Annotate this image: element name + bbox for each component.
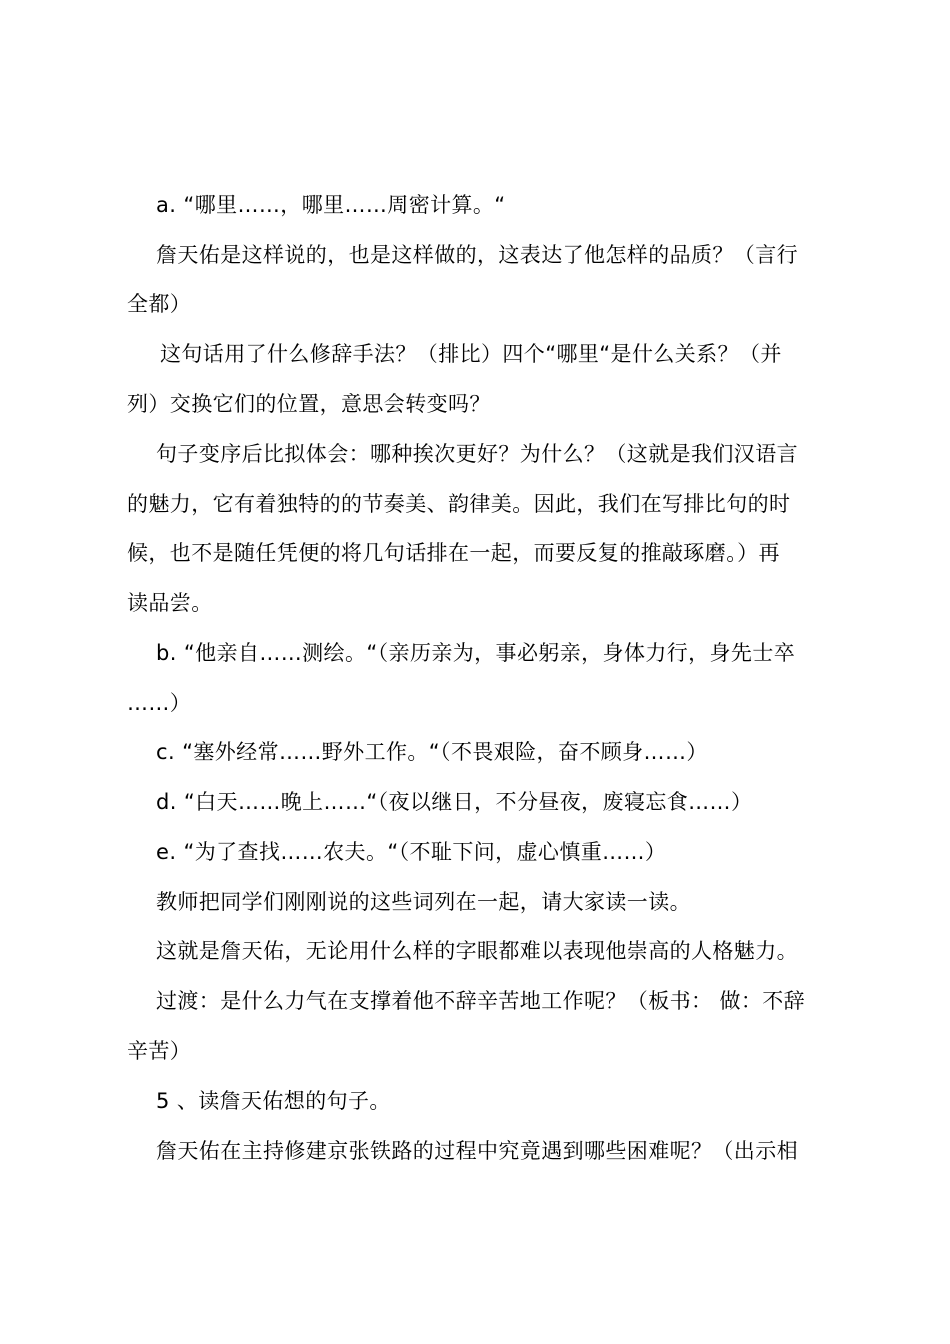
text-line-15: 教师把同学们刚刚说的这些词列在一起，请大家读一读。	[156, 890, 691, 914]
text-line-9: 读品尝。	[127, 591, 213, 615]
text-line-7: 的魅力，它有着独特的的节奏美、韵律美。因此，我们在写排比句的时	[127, 492, 791, 516]
text-line-13: d. “白天……晚上……“（夜以继日，不分昼夜，废寝忘食……）	[156, 790, 753, 814]
text-line-16: 这就是詹天佑，无论用什么样的字眼都难以表现他崇高的人格魅力。	[156, 939, 798, 963]
text-line-3: 全都）	[127, 292, 192, 316]
text-line-10: b. “他亲自……测绘。“（亲历亲为，事必躬亲，身体力行，身先士卒	[156, 641, 796, 665]
text-line-12: c. “塞外经常……野外工作。“（不畏艰险，奋不顾身……）	[156, 740, 708, 764]
text-line-1: a. “哪里……，哪里……周密计算。“	[156, 193, 506, 217]
text-line-8: 候，也不是随任凭便的将几句话排在一起，而要反复的推敲琢磨。）再	[127, 541, 780, 565]
text-line-2: 詹天佑是这样说的，也是这样做的，这表达了他怎样的品质？（言行	[156, 243, 798, 267]
text-line-11: ……）	[127, 691, 192, 715]
text-line-18: 辛苦）	[127, 1039, 192, 1063]
text-line-5: 列）交换它们的位置，意思会转变吗？	[127, 392, 491, 416]
text-line-4: 这句话用了什么修辞手法？（排比）四个“哪里“是什么关系？（并	[160, 342, 782, 366]
text-line-19: 5 、读詹天佑想的句子。	[156, 1089, 391, 1113]
text-line-6: 句子变序后比拟体会：哪种挨次更好？为什么？（这就是我们汉语言	[156, 442, 798, 466]
text-line-14: e. “为了查找……农夫。“（不耻下问，虚心慎重……）	[156, 840, 667, 864]
text-line-20: 詹天佑在主持修建京张铁路的过程中究竟遇到哪些困难呢？（出示相	[156, 1139, 798, 1163]
text-line-17: 过渡：是什么力气在支撑着他不辞辛苦地工作呢？（板书： 做：不辞	[156, 989, 806, 1013]
